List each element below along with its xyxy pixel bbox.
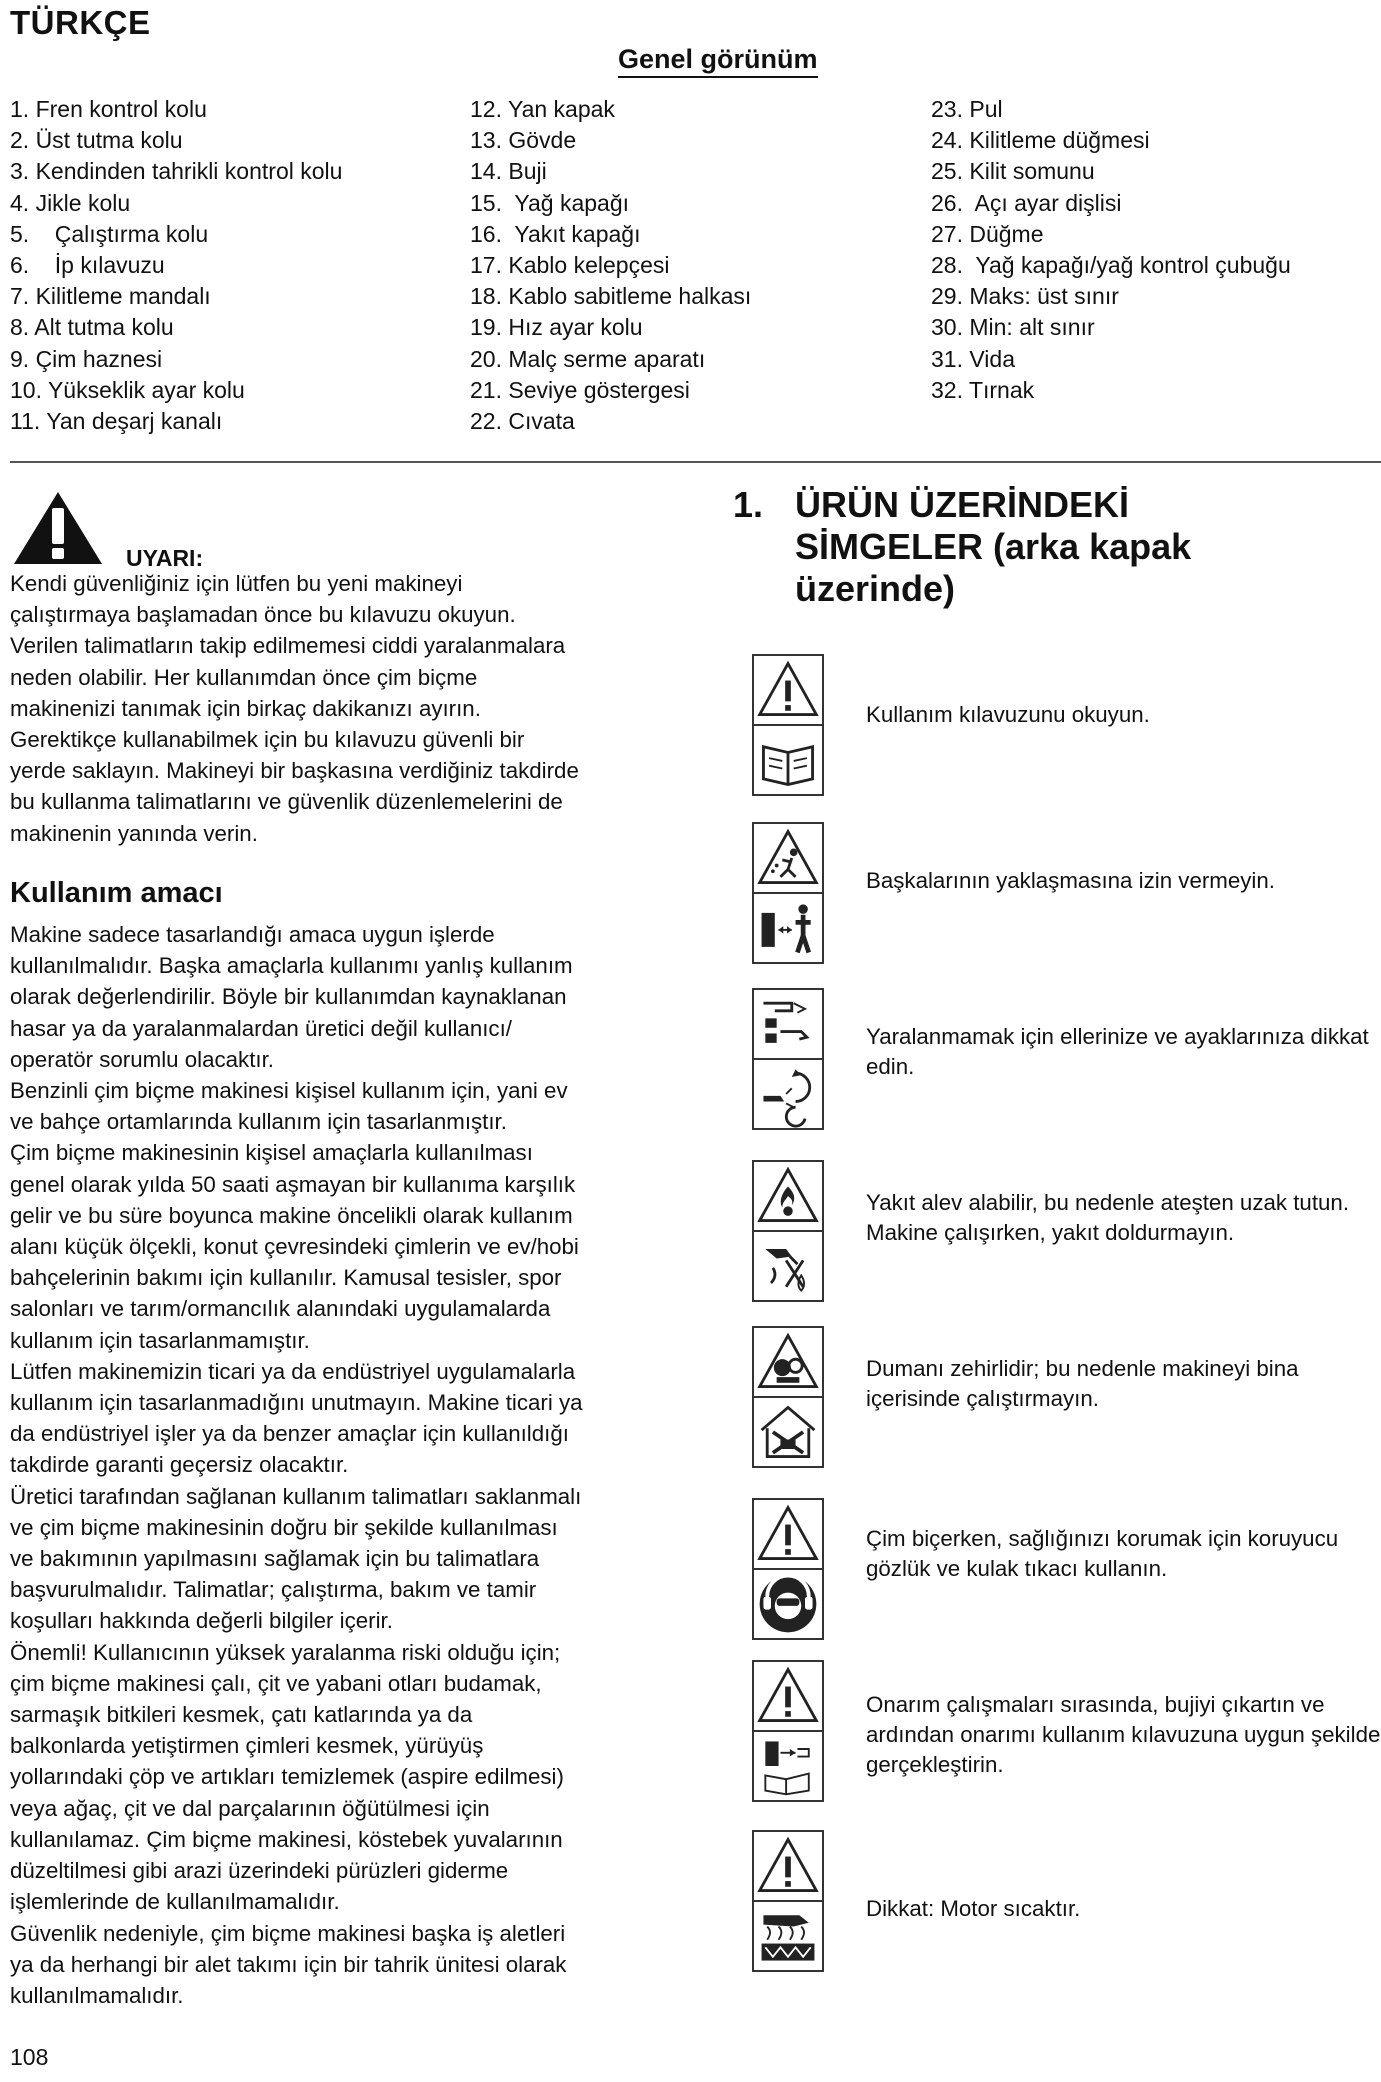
text-line: Makine sadece tasarlandığı amaca uygun işlerde xyxy=(10,922,495,947)
part-item: 1. Fren kontrol kolu xyxy=(10,96,207,122)
text-line: yollarındaki çöp ve artıkları temizlemek (aspire edilmesi) xyxy=(10,1764,564,1790)
text-line: kullanılamaz. Çim biçme makinesi, köstebek yuvalarının xyxy=(10,1826,563,1852)
toxic-fumes-icon xyxy=(752,1326,824,1398)
language-heading: TÜRKÇE xyxy=(10,4,151,41)
text-line: Önemli! Kullanıcının yüksek yaralanma riski olduğu için; xyxy=(10,1639,561,1665)
part-item: 26. Açı ayar dişlisi xyxy=(931,189,1122,216)
part-item: 11. Yan deşarj kanalı xyxy=(10,407,223,434)
symbols-section-title xyxy=(733,484,1191,610)
part-item: 17. Kablo kelepçesi xyxy=(470,251,670,278)
text-line: da endüstriyel işler ya da benzer amaçlar için kullanıldığı xyxy=(10,1421,569,1447)
section-title-line: SİMGELER (arka kapak xyxy=(795,526,1192,567)
part-item: 3. Kendinden tahrikli kontrol kolu xyxy=(10,158,343,185)
symbol-description: Kullanım kılavuzunu okuyun. xyxy=(866,702,1150,727)
symbol-description: Başkalarının yaklaşmasına izin vermeyin. xyxy=(866,868,1275,893)
part-item: 19. Hız ayar kolu xyxy=(470,314,643,341)
part-item: 10. Yükseklik ayar kolu xyxy=(10,376,245,403)
intended-use-heading: Kullanım amacı xyxy=(10,877,223,909)
text-line: Kendi güvenliğiniz için lütfen bu yeni makineyi xyxy=(10,571,463,596)
part-item: 14. Buji xyxy=(470,158,547,185)
warning-triangle-icon xyxy=(752,1660,824,1732)
part-item: 15. Yağ kapağı xyxy=(470,189,630,216)
text-line: salonları ve tarım/ormancılık alanındaki uygulamalarda xyxy=(10,1296,551,1322)
text-line: veya ağaç, çit ve dal parçalarının öğütülmesi için xyxy=(10,1795,490,1821)
symbol-description: Onarım çalışmaları sırasında, bujiyi çıkartın ve ardından onarımı kullanım kılavuzuna uygun şekilde gerçekleştirin. xyxy=(866,1692,1381,1777)
page-number: 108 xyxy=(10,2044,49,2070)
part-item: 4. Jikle kolu xyxy=(10,189,131,216)
text-line: alanı küçük ölçekli, konut çevresindeki çimlerin ve ev/hobi xyxy=(10,1234,579,1260)
text-line: çim biçme makinesi çalı, çit ve yabani otları budamak, xyxy=(10,1670,542,1696)
part-item: 32. Tırnak xyxy=(931,376,1035,403)
hand-cut-hazard-icon xyxy=(752,988,824,1060)
text-line: ve çim biçme makinesinin doğru bir şekilde kullanılması xyxy=(10,1514,558,1540)
text-line: balkonlarda yetiştirmen çimleri kesmek, yürüyüş xyxy=(10,1733,484,1759)
text-line: yerde saklayın. Makineyi bir başkasına verdiğiniz takdirde xyxy=(10,758,579,784)
part-item: 30. Min: alt sınır xyxy=(931,314,1095,341)
text-line: işlemlerinde de kullanılmamalıdır. xyxy=(10,1889,340,1915)
symbol-description: Yakıt alev alabilir, bu nedenle ateşten uzak tutun. Makine çalışırken, yakıt doldurmayın. xyxy=(866,1190,1350,1245)
part-item: 9. Çim haznesi xyxy=(10,345,163,372)
text-line: hasar ya da yaralanmalardan üretici değil kullanıcı/ xyxy=(10,1015,512,1041)
section-number: 1. xyxy=(733,484,764,525)
text-line: düzeltilmesi gibi arazi üzerindeki pürüzleri giderme xyxy=(10,1858,509,1884)
no-refuel-icon xyxy=(752,1230,824,1302)
no-indoor-use-icon xyxy=(752,1396,824,1468)
text-line: Benzinli çim biçme makinesi kişisel kullanım için, yani ev xyxy=(10,1078,568,1104)
text-line: sarmaşık bitkileri kesmek, çatı katlarında ya da xyxy=(10,1702,473,1728)
text-line: başvurulmalıdır. Talimatlar; çalıştırma, bakım ve tamir xyxy=(10,1577,537,1603)
part-item: 23. Pul xyxy=(931,96,1003,122)
symbol-description: Çim biçerken, sağlığınızı korumak için koruyucu gözlük ve kulak tıkacı kullanın. xyxy=(866,1526,1339,1581)
text-line: olarak değerlendirilir. Böyle bir kullanımdan kaynaklanan xyxy=(10,984,567,1010)
part-item: 29. Maks: üst sınır xyxy=(931,283,1119,310)
text-line: makinenin yanında verin. xyxy=(10,820,258,846)
part-item: 20. Malç serme aparatı xyxy=(470,345,706,372)
parts-list-column-2 xyxy=(470,94,751,437)
part-item: 2. Üst tutma kolu xyxy=(10,127,183,154)
spark-plug-manual-icon xyxy=(752,1730,824,1802)
warning-triangle-icon xyxy=(752,654,824,726)
keep-distance-person-icon xyxy=(752,892,824,964)
thrown-object-warning-icon xyxy=(752,822,824,894)
part-item: 25. Kilit somunu xyxy=(931,158,1095,185)
text-line: kullanılmamalıdır. xyxy=(10,1982,184,2008)
text-line: Çim biçme makinesinin kişisel amaçlarla kullanılması xyxy=(10,1140,533,1166)
general-view-title: Genel görünüm xyxy=(618,44,818,78)
text-line: Verilen talimatların takip edilmemesi ciddi yaralanmalara xyxy=(10,633,566,659)
intended-use-text xyxy=(10,919,675,2011)
part-item: 8. Alt tutma kolu xyxy=(10,314,174,341)
section-divider xyxy=(10,461,1381,463)
section-title-line: üzerinde) xyxy=(795,568,956,609)
section-title-line: ÜRÜN ÜZERİNDEKİ xyxy=(795,484,1130,525)
text-line: ve bakımının yapılmasını sağlamak için bu talimatlara xyxy=(10,1546,540,1572)
text-line: ya da herhangi bir alet takımı için bir tahrik ünitesi olarak xyxy=(10,1951,567,1977)
part-item: 5. Çalıştırma kolu xyxy=(10,220,209,247)
text-line: takdirde garanti geçersiz olacaktır. xyxy=(10,1452,349,1478)
text-line: gelir ve bu süre boyunca makine öncelikli olarak kullanım xyxy=(10,1202,573,1228)
part-item: 31. Vida xyxy=(931,345,1015,372)
part-item: 13. Gövde xyxy=(470,127,577,154)
text-line: bahçelerinin bakımı için kullanılır. Kamusal tesisler, spor xyxy=(10,1265,562,1291)
part-item: 12. Yan kapak xyxy=(470,96,615,122)
warning-triangle-icon xyxy=(752,1498,824,1570)
part-item: 7. Kilitleme mandalı xyxy=(10,283,211,310)
flammable-warning-icon xyxy=(752,1160,824,1232)
text-line: çalıştırmaya başlamadan önce bu kılavuzu okuyun. xyxy=(10,602,516,628)
text-line: makinenizi tanımak için birkaç dakikanızı ayırın. xyxy=(10,695,481,721)
eye-ear-protection-icon xyxy=(752,1568,824,1640)
symbol-description: Yaralanmamak için ellerinize ve ayaklarınıza dikkat edin. xyxy=(866,1024,1369,1079)
warning-triangle-icon xyxy=(12,490,104,566)
symbol-description: Dikkat: Motor sıcaktır. xyxy=(866,1896,1081,1921)
text-line: kullanılmalıdır. Başka amaçlarla kullanımı yanlış kullanım xyxy=(10,953,573,979)
warning-triangle-icon xyxy=(752,1830,824,1902)
parts-list-column-3 xyxy=(931,94,1291,406)
warning-text xyxy=(10,568,675,849)
part-item: 28. Yağ kapağı/yağ kontrol çubuğu xyxy=(931,251,1291,278)
warning-label: UYARI: xyxy=(126,545,204,571)
text-line: koşulları hakkında değerli bilgiler içerir. xyxy=(10,1608,393,1634)
part-item: 21. Seviye göstergesi xyxy=(470,376,690,403)
part-item: 18. Kablo sabitleme halkası xyxy=(470,283,752,310)
text-line: Gerektikçe kullanabilmek için bu kılavuzu güvenli bir xyxy=(10,727,525,753)
manual-book-icon xyxy=(752,724,824,796)
part-item: 24. Kilitleme düğmesi xyxy=(931,127,1150,154)
text-line: Üretici tarafından sağlanan kullanım talimatları saklanmalı xyxy=(10,1483,582,1509)
symbol-description: Dumanı zehirlidir; bu nedenle makineyi bina içerisinde çalıştırmayın. xyxy=(866,1356,1299,1411)
text-line: kullanım için tasarlanmadığını unutmayın. Makine ticari ya xyxy=(10,1390,583,1416)
text-line: kullanım için tasarlanmamıştır. xyxy=(10,1327,310,1353)
hot-surface-icon xyxy=(752,1900,824,1972)
text-line: neden olabilir. Her kullanımdan önce çim biçme xyxy=(10,664,478,690)
text-line: Güvenlik nedeniyle, çim biçme makinesi başka iş aletleri xyxy=(10,1920,566,1946)
text-line: operatör sorumlu olacaktır. xyxy=(10,1046,274,1072)
text-line: ve bahçe ortamlarında kullanım için tasarlanmıştır. xyxy=(10,1109,507,1135)
text-line: bu kullanma talimatlarını ve güvenlik düzenlemelerini de xyxy=(10,789,563,815)
part-item: 6. İp kılavuzu xyxy=(10,251,165,278)
parts-list-column-1 xyxy=(10,94,342,437)
text-line: genel olarak yılda 50 saati aşmayan bir kullanıma karşılık xyxy=(10,1171,576,1197)
part-item: 16. Yakıt kapağı xyxy=(470,220,641,247)
text-line: Lütfen makinemizin ticari ya da endüstriyel uygulamalarla xyxy=(10,1358,576,1384)
part-item: 27. Düğme xyxy=(931,220,1044,247)
part-item: 22. Cıvata xyxy=(470,407,575,434)
foot-blade-hazard-icon xyxy=(752,1058,824,1130)
